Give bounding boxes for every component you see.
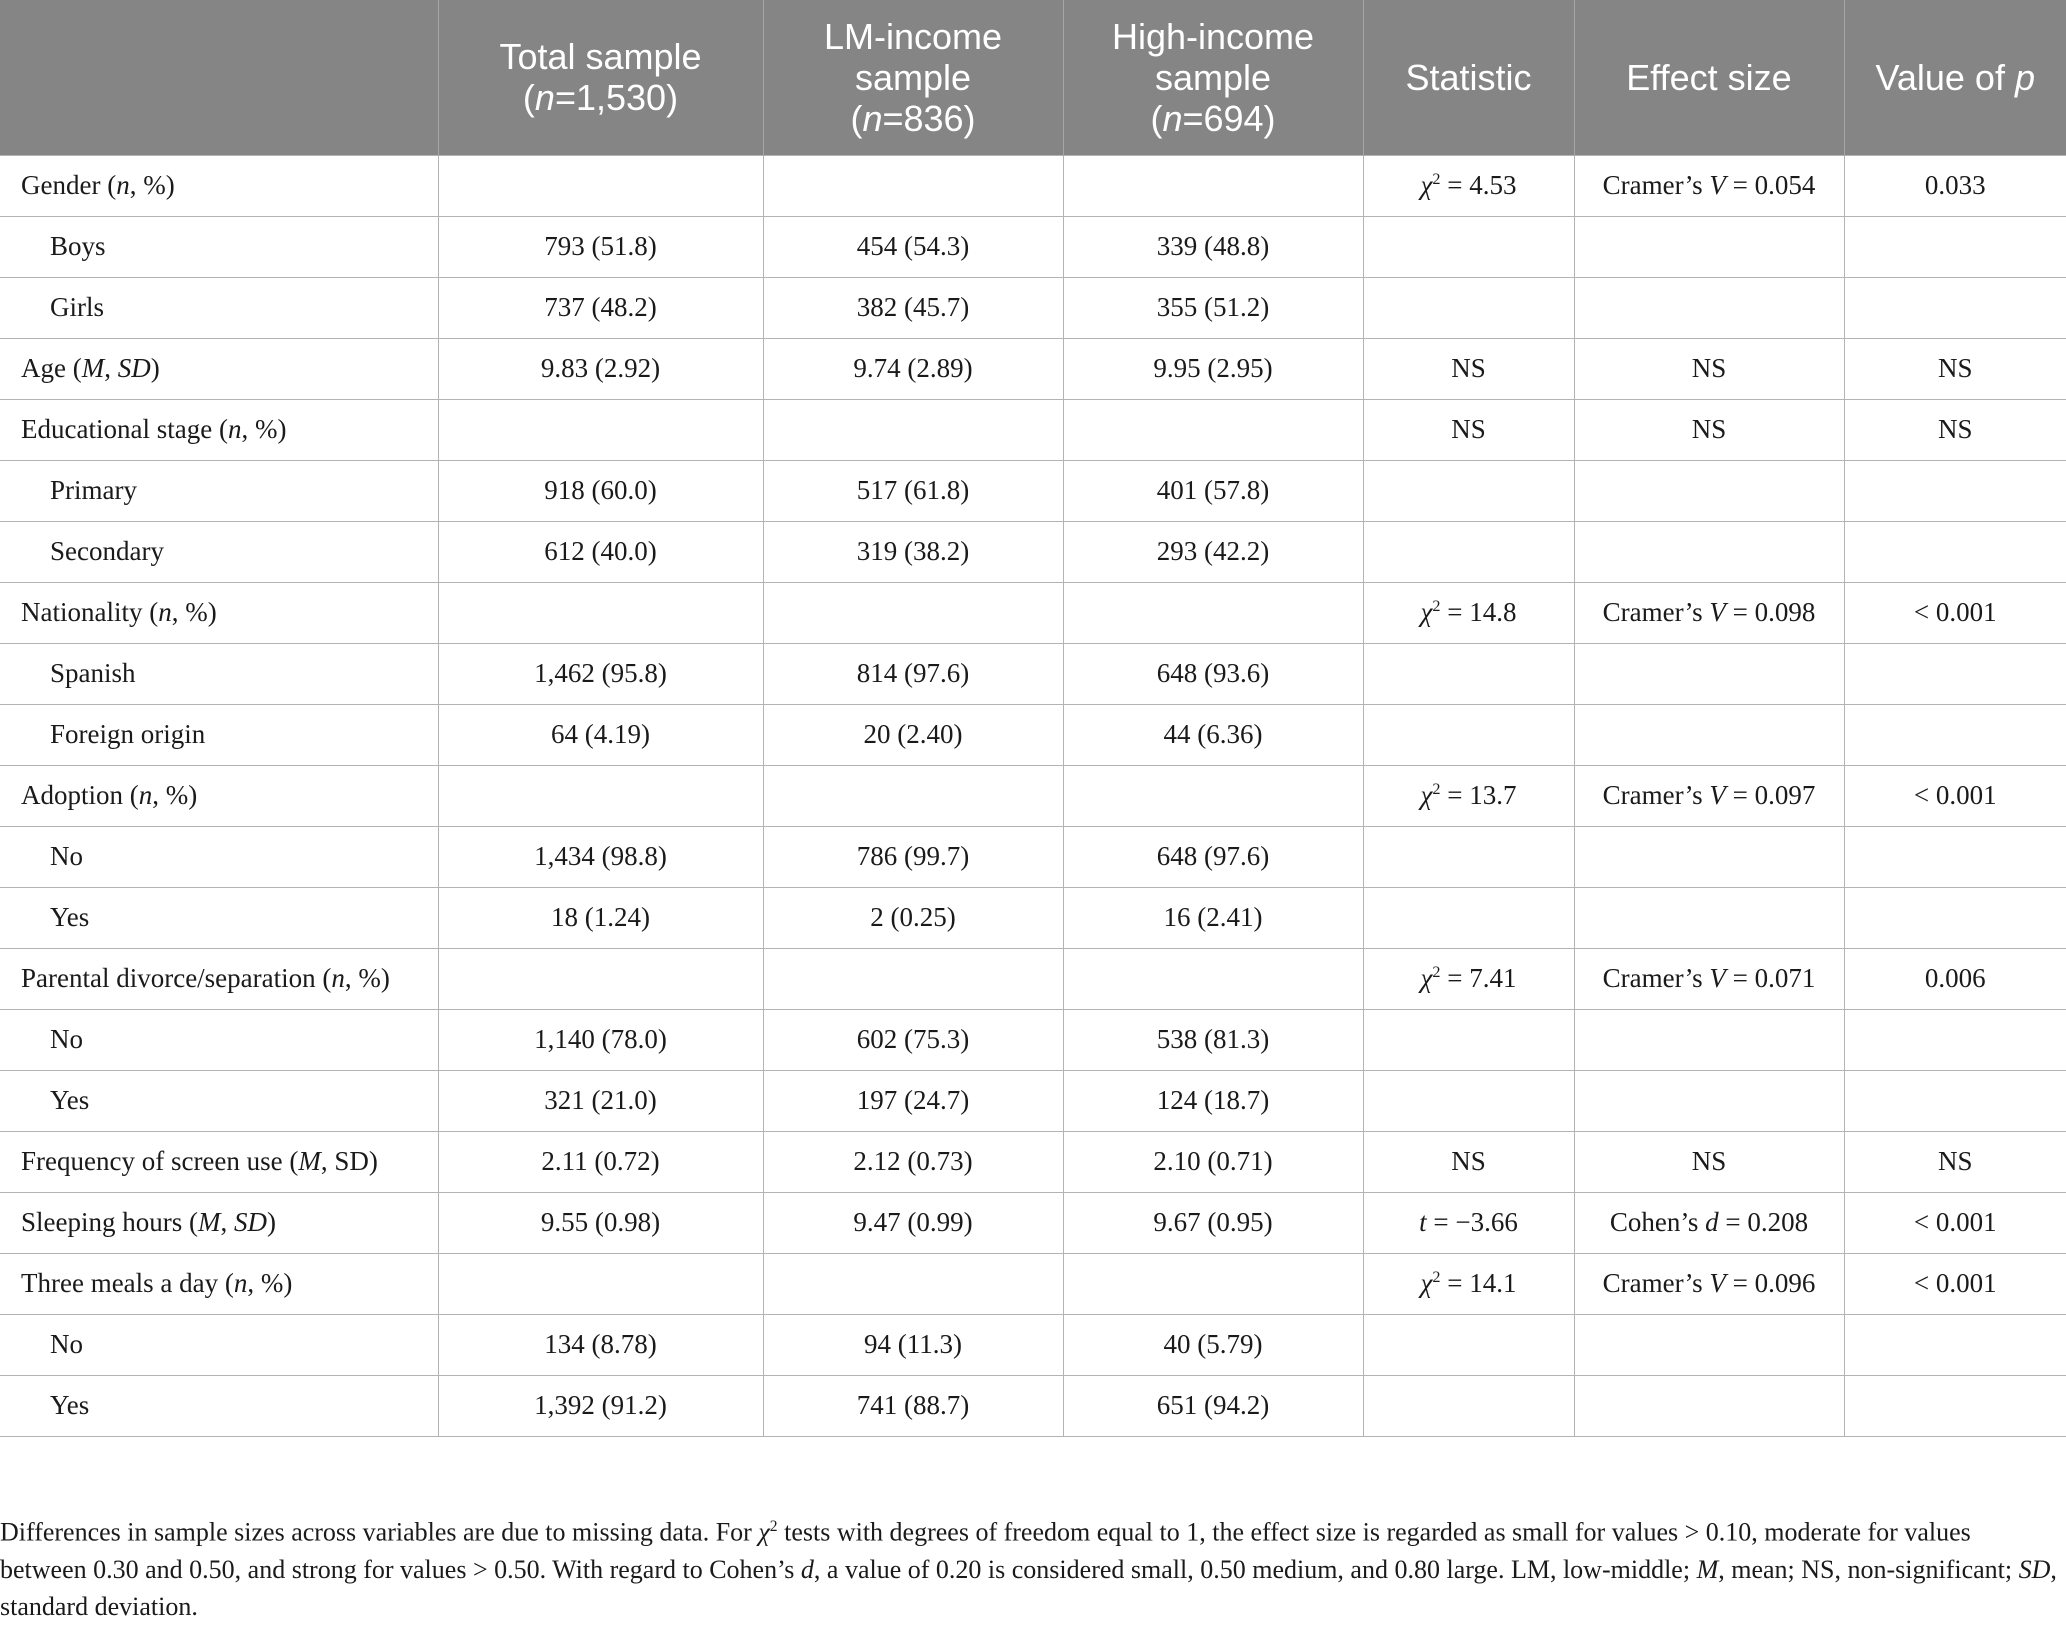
cell-lm-income: 9.47 (0.99) <box>763 1192 1063 1253</box>
header-effect-size: Effect size <box>1574 0 1844 155</box>
cell-lm-income: 20 (2.40) <box>763 704 1063 765</box>
cell-lm-income: 197 (24.7) <box>763 1070 1063 1131</box>
cell-total: 1,392 (91.2) <box>438 1375 763 1436</box>
cell-high-income: 124 (18.7) <box>1063 1070 1363 1131</box>
table-row <box>0 704 2066 765</box>
cell-lm-income: 454 (54.3) <box>763 216 1063 277</box>
cell-high-income <box>1063 155 1363 216</box>
cell-high-income <box>1063 399 1363 460</box>
cell-p-value: 0.033 <box>1844 155 2066 216</box>
cell-effect-size: Cramer’s V = 0.098 <box>1574 582 1844 643</box>
table-row <box>0 826 2066 887</box>
cell-lm-income <box>763 155 1063 216</box>
row-label: Educational stage (n, %) <box>0 399 438 460</box>
header-variable <box>0 0 438 155</box>
row-label: Adoption (n, %) <box>0 765 438 826</box>
cell-total <box>438 155 763 216</box>
row-label: Primary <box>0 460 438 521</box>
row-label: Age (M, SD) <box>0 338 438 399</box>
cell-high-income <box>1063 1253 1363 1314</box>
table-row <box>0 460 2066 521</box>
cell-total: 321 (21.0) <box>438 1070 763 1131</box>
table-row <box>0 948 2066 1009</box>
cell-effect-size: NS <box>1574 1131 1844 1192</box>
table-row <box>0 765 2066 826</box>
cell-effect-size: Cramer’s V = 0.071 <box>1574 948 1844 1009</box>
table-row <box>0 216 2066 277</box>
row-label: Yes <box>0 1070 438 1131</box>
cell-statistic: NS <box>1363 1131 1574 1192</box>
cell-total <box>438 582 763 643</box>
cell-p-value <box>1844 1375 2066 1436</box>
cell-high-income: 355 (51.2) <box>1063 277 1363 338</box>
cell-high-income <box>1063 582 1363 643</box>
cell-lm-income: 741 (88.7) <box>763 1375 1063 1436</box>
row-label: Three meals a day (n, %) <box>0 1253 438 1314</box>
cell-p-value: < 0.001 <box>1844 765 2066 826</box>
cell-p-value: NS <box>1844 338 2066 399</box>
table-row <box>0 582 2066 643</box>
cell-lm-income: 814 (97.6) <box>763 643 1063 704</box>
cell-statistic: $\chi^2 = 14.8$ <box>1363 582 1574 643</box>
row-label: Foreign origin <box>0 704 438 765</box>
cell-statistic: $\chi^2 = 4.53$ <box>1363 155 1574 216</box>
row-label: No <box>0 826 438 887</box>
cell-effect-size: Cohen’s d = 0.208 <box>1574 1192 1844 1253</box>
row-label: Spanish <box>0 643 438 704</box>
cell-lm-income: 9.74 (2.89) <box>763 338 1063 399</box>
cell-effect-size <box>1574 216 1844 277</box>
cell-lm-income: 94 (11.3) <box>763 1314 1063 1375</box>
header-lm-income-sample: LM-income sample (n=836) <box>763 0 1063 155</box>
cell-effect-size <box>1574 521 1844 582</box>
cell-p-value: 0.006 <box>1844 948 2066 1009</box>
row-label: Gender (n, %) <box>0 155 438 216</box>
cell-statistic: $\chi^2 = 7.41$ <box>1363 948 1574 1009</box>
table-row <box>0 1192 2066 1253</box>
row-label: Nationality (n, %) <box>0 582 438 643</box>
table-row <box>0 1131 2066 1192</box>
row-label: Yes <box>0 887 438 948</box>
cell-lm-income: 319 (38.2) <box>763 521 1063 582</box>
cell-high-income <box>1063 765 1363 826</box>
cell-lm-income: 2.12 (0.73) <box>763 1131 1063 1192</box>
cell-p-value <box>1844 216 2066 277</box>
cell-p-value <box>1844 826 2066 887</box>
cell-total: 2.11 (0.72) <box>438 1131 763 1192</box>
cell-effect-size <box>1574 1070 1844 1131</box>
table-header <box>0 0 2066 155</box>
cell-statistic: $\chi^2 = 13.7$ <box>1363 765 1574 826</box>
cell-high-income: 16 (2.41) <box>1063 887 1363 948</box>
cell-p-value: < 0.001 <box>1844 1192 2066 1253</box>
cell-high-income: 40 (5.79) <box>1063 1314 1363 1375</box>
cell-p-value <box>1844 643 2066 704</box>
cell-lm-income <box>763 582 1063 643</box>
header-row <box>0 0 2066 155</box>
cell-total: 64 (4.19) <box>438 704 763 765</box>
cell-statistic <box>1363 643 1574 704</box>
header-total-sample: Total sample (n=1,530) <box>438 0 763 155</box>
cell-statistic: $\chi^2 = 14.1$ <box>1363 1253 1574 1314</box>
cell-p-value <box>1844 277 2066 338</box>
cell-total: 612 (40.0) <box>438 521 763 582</box>
cell-p-value <box>1844 1009 2066 1070</box>
cell-p-value: < 0.001 <box>1844 1253 2066 1314</box>
cell-statistic <box>1363 1070 1574 1131</box>
cell-statistic <box>1363 1375 1574 1436</box>
cell-statistic: t = −3.66 <box>1363 1192 1574 1253</box>
cell-lm-income: 786 (99.7) <box>763 826 1063 887</box>
cell-effect-size <box>1574 704 1844 765</box>
table-row <box>0 399 2066 460</box>
cell-effect-size <box>1574 643 1844 704</box>
cell-p-value: NS <box>1844 399 2066 460</box>
cell-effect-size: NS <box>1574 399 1844 460</box>
cell-effect-size <box>1574 887 1844 948</box>
cell-p-value <box>1844 704 2066 765</box>
cell-statistic <box>1363 704 1574 765</box>
cell-high-income: 538 (81.3) <box>1063 1009 1363 1070</box>
cell-high-income: 651 (94.2) <box>1063 1375 1363 1436</box>
cell-total: 793 (51.8) <box>438 216 763 277</box>
cell-lm-income: 2 (0.25) <box>763 887 1063 948</box>
cell-lm-income: 382 (45.7) <box>763 277 1063 338</box>
row-label: Yes <box>0 1375 438 1436</box>
cell-statistic <box>1363 1314 1574 1375</box>
cell-lm-income <box>763 399 1063 460</box>
table-footnote: Differences in sample sizes across variables are due to missing data. For $\chi^2$ tests with degrees of freedom equal to 1, the effect size is regarded as small for values > 0.10, moderate for values between 0.30 and 0.50, and strong for values > 0.50. With regard to Cohen’s d, a value of 0.20 is considered small, 0.50 medium, and 0.80 large. LM, low-middle; M, mean; NS, non-significant; SD, standard deviation. <box>0 1517 2057 1621</box>
row-label: Girls <box>0 277 438 338</box>
table-row <box>0 521 2066 582</box>
cell-statistic <box>1363 826 1574 887</box>
cell-effect-size: Cramer’s V = 0.054 <box>1574 155 1844 216</box>
cell-lm-income: 517 (61.8) <box>763 460 1063 521</box>
cell-statistic <box>1363 277 1574 338</box>
cell-p-value: < 0.001 <box>1844 582 2066 643</box>
cell-statistic <box>1363 1009 1574 1070</box>
cell-total <box>438 399 763 460</box>
cell-p-value <box>1844 521 2066 582</box>
cell-effect-size: Cramer’s V = 0.097 <box>1574 765 1844 826</box>
header-p-value: Value of p <box>1844 0 2066 155</box>
table-row <box>0 277 2066 338</box>
cell-lm-income <box>763 948 1063 1009</box>
table-row <box>0 1070 2066 1131</box>
cell-lm-income <box>763 765 1063 826</box>
cell-total: 1,434 (98.8) <box>438 826 763 887</box>
cell-p-value <box>1844 1314 2066 1375</box>
cell-total <box>438 948 763 1009</box>
table-body <box>0 155 2066 1436</box>
cell-total <box>438 765 763 826</box>
table-row <box>0 155 2066 216</box>
cell-total: 1,462 (95.8) <box>438 643 763 704</box>
cell-effect-size <box>1574 1009 1844 1070</box>
row-label: Secondary <box>0 521 438 582</box>
cell-total: 18 (1.24) <box>438 887 763 948</box>
cell-total: 9.55 (0.98) <box>438 1192 763 1253</box>
cell-p-value <box>1844 887 2066 948</box>
cell-high-income: 9.95 (2.95) <box>1063 338 1363 399</box>
cell-total: 918 (60.0) <box>438 460 763 521</box>
cell-statistic: NS <box>1363 399 1574 460</box>
cell-effect-size <box>1574 277 1844 338</box>
cell-high-income: 44 (6.36) <box>1063 704 1363 765</box>
cell-total <box>438 1253 763 1314</box>
table-row <box>0 887 2066 948</box>
row-label: Parental divorce/separation (n, %) <box>0 948 438 1009</box>
row-label: No <box>0 1314 438 1375</box>
cell-high-income: 648 (93.6) <box>1063 643 1363 704</box>
cell-statistic <box>1363 216 1574 277</box>
cell-effect-size <box>1574 826 1844 887</box>
cell-high-income: 293 (42.2) <box>1063 521 1363 582</box>
cell-effect-size <box>1574 460 1844 521</box>
cell-total: 1,140 (78.0) <box>438 1009 763 1070</box>
cell-high-income: 9.67 (0.95) <box>1063 1192 1363 1253</box>
cell-p-value <box>1844 460 2066 521</box>
table-row <box>0 1375 2066 1436</box>
table-row <box>0 1253 2066 1314</box>
cell-total: 134 (8.78) <box>438 1314 763 1375</box>
cell-high-income: 401 (57.8) <box>1063 460 1363 521</box>
cell-total: 737 (48.2) <box>438 277 763 338</box>
cell-high-income: 339 (48.8) <box>1063 216 1363 277</box>
cell-effect-size <box>1574 1375 1844 1436</box>
row-label: Frequency of screen use (M, SD) <box>0 1131 438 1192</box>
cell-statistic <box>1363 887 1574 948</box>
cell-high-income: 2.10 (0.71) <box>1063 1131 1363 1192</box>
row-label: No <box>0 1009 438 1070</box>
cell-p-value: NS <box>1844 1131 2066 1192</box>
cell-high-income: 648 (97.6) <box>1063 826 1363 887</box>
cell-effect-size: NS <box>1574 338 1844 399</box>
table-row <box>0 643 2066 704</box>
row-label: Sleeping hours (M, SD) <box>0 1192 438 1253</box>
cell-high-income <box>1063 948 1363 1009</box>
cell-total: 9.83 (2.92) <box>438 338 763 399</box>
cell-effect-size: Cramer’s V = 0.096 <box>1574 1253 1844 1314</box>
cell-lm-income <box>763 1253 1063 1314</box>
table-row <box>0 338 2066 399</box>
header-high-income-sample: High-income sample (n=694) <box>1063 0 1363 155</box>
row-label: Boys <box>0 216 438 277</box>
cell-lm-income: 602 (75.3) <box>763 1009 1063 1070</box>
cell-statistic <box>1363 460 1574 521</box>
cell-statistic <box>1363 521 1574 582</box>
cell-p-value <box>1844 1070 2066 1131</box>
cell-statistic: NS <box>1363 338 1574 399</box>
table-row <box>0 1009 2066 1070</box>
table-row <box>0 1314 2066 1375</box>
cell-effect-size <box>1574 1314 1844 1375</box>
header-statistic: Statistic <box>1363 0 1574 155</box>
